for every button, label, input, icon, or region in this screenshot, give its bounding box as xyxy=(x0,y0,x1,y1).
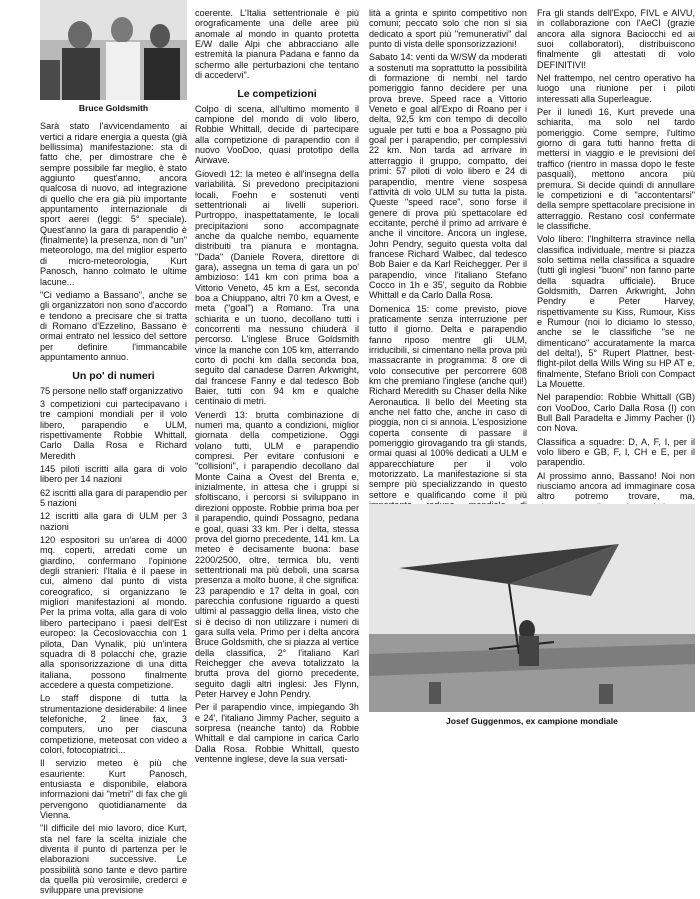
paragraph: 75 persone nello staff organizzativo xyxy=(40,385,183,396)
paragraph: "Ci vediamo a Bassano", anche se gli organizzatori non sono d'accordo e tendono a precisare che si tratta di Romano d'Ezzelino, Bassano è ormai entrato nel lessico del settore per definire l'immancabile appuntamento annuo. xyxy=(40,289,187,362)
paragraph: Il servizio meteo è più che esauriente: Kurt Panosch, entusiasta e disponibile, elabora informazioni dai "metri" di fax che gli pervengono quotidianamente da Vienna. xyxy=(40,758,187,820)
column-4 xyxy=(537,8,695,537)
photo-caption: Bruce Goldsmith xyxy=(78,103,149,113)
paragraph: Al prossimo anno, Bassano! Noi non riusciamo ancora ad immaginare cosa altro potremo trovare, ma, xyxy=(537,470,695,502)
paragraph: 145 piloti iscritti alla gara di volo libero per 14 nazioni xyxy=(40,464,187,485)
section-heading: Un po' di numeri xyxy=(72,370,155,383)
section-heading: Le competizioni xyxy=(237,88,317,101)
paragraph: Per il parapendio vince, impiegando 3h e 24', l'italiano Jimmy Pacher, seguito a sorpresa (neanche tanto) da Robbie Whittall e dal campione in carica Carlo Dalla Rosa. Robbie Whittall, questo ventenne inglese, deve la sua versati- xyxy=(195,702,359,765)
photo-hang-glider xyxy=(369,504,695,712)
photo-caption-bottom: Josef Guggenmos, ex campione mondiale xyxy=(446,716,618,726)
hang-glider-illustration xyxy=(369,504,695,712)
column-3 xyxy=(369,8,527,524)
column-1 xyxy=(40,0,187,899)
paragraph: "Il difficile del mio lavoro, dice Kurt, sta nel fare la scelta iniziale che diventa il punto di partenza per le elaborazioni successive. Le possibilità sono tante e devo partire da quella più verosimile, crederci e sviluppare una previsione xyxy=(40,823,187,896)
paragraph: Per il lunedì 16, Kurt prevede una schiarita, ma solo nel tardo pomeriggio. Come sempre, l'ultimo giorno di gara tutti hanno fretta di mettersi in viaggio e le previsioni del traffico (rientro in massa dopo le feste pasquali), mettono ancora più premura. Si decide quindi di annullare le competizioni e di "accontentarsi" della sempre spettacolare precisione in atterraggio. Restano così confermate le classifiche. xyxy=(537,107,695,231)
paragraph: Domenica 15: come previsto, piove praticamente senza interruzione per tutto il giorno. Delta e parapendio fanno riposo mentre gli ULM, irriducibili, si cimentano nella prova più massacrante in programma: 8 ore di volo consecutive per percorrere 608 km che premiano l'inglese (anche qui!) Richard Meredith su Chaser della Nike Aeronautica. Il bello del Meeting sta anche nel fatto che, anche in caso di pioggia, non ci si annoia. L'esposizione coperta consente di passare il pomeriggio girovagando tra gli stands, ormai quasi al 100% dedicati a ULM e apparecchiature per il volo motorizzato. La manifestazione si sta sempre più specializzando in questo settore e qualificando come il più xyxy=(369,303,527,500)
paragraph: Fra gli stands dell'Expo, FIVL e AIVU, in collaborazione con l'AeCI (grazie ancora alla signora Baciocchi ed ai suoi collaboratori), distribuiscono finalmente gli attestati di volo DEFINITIVI! xyxy=(537,8,695,70)
paragraph: Nel frattempo, nel centro operativo ha luogo una riunione per i piloti interessati alla Superleague. xyxy=(537,73,695,104)
paragraph: Lo staff dispone di tutta la strumentazione desiderabile: 4 linee telefoniche, 2 linee fax, 3 computers, uno per ciascuna competizione, meteosat con video a colori, fotocopiatrici... xyxy=(40,693,187,755)
paragraph: Nel parapendio: Robbie Whittall (GB) con VooDoo, Carlo Dalla Rosa (I) con Bull Ball Paradelta e Jimmy Pacher (I) con Nova. xyxy=(537,392,695,434)
column-2 xyxy=(195,8,359,767)
paragraph: Volo libero: l'Inghilterra stravince nella classifica individuale, mentre si piazza solo settima nella classifica a squadre (tutti gli inglesi "buoni" non fanno parte della squadra ufficiale). Bruce Goldsmith, Darren Arkwright, John Pendry e Peter Harvey, rispettivamente su Kiss, Rumour, Kiss e Rumour (noi lo diciamo lo stesso, anche se le classifiche "se ne dimenticano" accuratamente la marca del delta!), 5° Rupert Plattner, best-flight-pilot della Wills Wing su HP AT e, finalmente, Stefano Brioli con Compact La Mouette. xyxy=(537,234,695,390)
paragraph: Sarà stato l'avvicendamento ai vertici a ridare energia a questa (già bellissima) manifestazione: sta di fatto che, per dimostrare che è sempre possibile far meglio, è stato aggiunto quest'anno, ancora qualcosa di nuovo, ad integrazione di quello che era già più importante appuntamento internazionale di sport aerei (leggi: 5° speciale). Quest'anno la gara di parapendio è (finalmente) la presenza, non di "un" meteorologo, ma del miglior esperto di micro-meteorologia, Kurt Panosch, hanno colmato le ultime lacune... xyxy=(40,121,187,287)
paragraph: Sabato 14: venti da W/SW da moderati a sostenuti ma soprattutto la possibilità di formazione di nembi nel tardo pomeriggio fanno decidere per una prova breve. Speed race a Vittorio Veneto e goal all'Expo di Roano per i delta, 92,5 km con tempo di decollo uguale per tutti e boa a Possagno più goal per i parapendio, per complessivi 22 km. Non tarda ad arrivare in atterraggio il gruppo, compatto, dei primi: 57 piloti di volo libero e 24 di parapendio, mentre viene sospesa l'attività di volo ULM su tutta la pista. Queste "speed race", sono forse il genere di prova più spettacolare ed eccitante, perché il primo ad arrivare è anche il vincitore. Ancora un inglese, John Pendry, seguito questa volta dal francese Richard Walbec, dal tedesco Bob Baier e da Karl Reichegger. Per il parapendio, vince l'italiano Stefano Cocco in 1h e 35', seguito da Robbie Whittall e da Carlo Dalla Rosa. xyxy=(369,52,527,301)
paragraph: 62 iscritti alla gara di parapendio per 5 nazioni xyxy=(40,487,187,509)
paragraph: Giovedì 12: la meteo è all'insegna della variabilità. Si prevedono precipitazioni locali, Foehn e sostenuti venti settentrionali ai livelli superiori. Purtroppo, inaspettatamente, le locali precipitazioni sono accompagnate anche da qualche nembo, equamente distribuiti tra pianura e montagna. "Dada" (Daniele Rovera, direttore di gara), assegna un tema di gara un po' ambizioso: 141 km con prima boa a Vittorio Veneto, 45 km a Est, seconda boa a Chiuppano, altri 70 km a Ovest, e meta ("goal") a Romano. Tra una schiarita e un tuono, decollano tutti i concorrenti ma nessuno chiuderà il percorso. L'inglese Bruce Goldsmith vince la manche con 105 km, atterrando corto di pochi km dalla seconda boa, seguito dal canadese Darren Arkwright, dal francese Fanny e dal tedesco Bob Baier, tutti con 94 km e qualche centinaio di metri. xyxy=(195,168,359,407)
paragraph: Venerdì 13: brutta combinazione di numeri ma, quanto a condizioni, miglior giornata della competizione. Oggi volano tutti, ULM e parapendio compresi. Per evitare confusioni e "collisioni", i parapendio decollano dal Monte Caina a Ovest del Brenta e, inizialmente, in attesa che i gruppi si sfoltiscano, i percorsi si sviluppano in direzioni opposte. Robbie prima boa per il parapendio, quindi Possagno, pedana e goal, quasi 33 km. Per i delta, stessa prova del giorno precedente, 141 km. La meteo è decisamente buona: base 2200/2500, oltre, termica blu, venti settentrionali ma più deboli, una scarsa presenza a molto buone, il che significa: 23 parapendio e 17 delta in goal, con parecchia confusione riguardo a questi ultimi al passaggio della linea, visto che si è deciso di non utilizzare i numeri di gara sulla vela. Primo per i delta ancora Bruce Goldsmith, che si piazza al vertice della classifica, 2° l'italiano Karl Reichegger che aveva totalizzato la brutta prova del giorno precedente, seguito dagli altri inglesi: Jes Flynn, Peter Harvey e John Pendry. xyxy=(195,409,359,699)
paragraph: 12 iscritti alla gara di ULM per 3 nazioni xyxy=(40,511,187,532)
photo-people-illustration xyxy=(40,0,187,100)
paragraph: 120 espositori su un'area di 4000 mq. coperti, arredati come un giardino, confermano l'opinione degli stranieri: l'Italia è il paese in cui, almeno dal punto di vista coreografico, si organizzano le migliori manifestazioni al mondo. Per la prima volta, alla gara di volo libero partecipano i paesi dell'Est europeo: la Cecoslovacchia con 1 pilota, Dan Vynalik, più un'intera squadra di 8 polacchi che, grazie alla sponsorizzazione di una ditta italiana, possono finalmente accedere a questa competizione. xyxy=(40,535,187,690)
paragraph: Colpo di scena, all'ultimo momento il campione del mondo di volo libero, Robbie Whittall, decide di partecipare alla competizione di parapendio con il nuovo VooDoo, quasi prototipo della Airwave. xyxy=(195,103,359,166)
paragraph: coerente. L'Italia settentrionale è più orograficamente una delle aree più anomale al mondo in quanto protetta E/W dalle Alpi che abbracciano alle estremità la pianura Padana e fanno da schermo alle perturbazioni che tentano di accedervi". xyxy=(195,8,359,81)
paragraph: lità a grinta e spirito competitivo non comuni; peccato solo che non si sia dedicato a sport più "remunerativi" dal punto di vista delle sponsorizzazioni! xyxy=(369,8,527,50)
paragraph: 3 competizioni cui partecipavano i tre campioni mondiali per il volo libero, parapendio e ULM, rispettivamente Robbie Whittall, Carlo Dalla Rosa e Richard Meredith xyxy=(40,398,187,461)
paragraph: Classifica a squadre: D, A, F, I, per il volo libero e GB, F, I, CH e E, per il parapendio. xyxy=(537,436,695,468)
photo-bruce-goldsmith xyxy=(40,0,187,100)
